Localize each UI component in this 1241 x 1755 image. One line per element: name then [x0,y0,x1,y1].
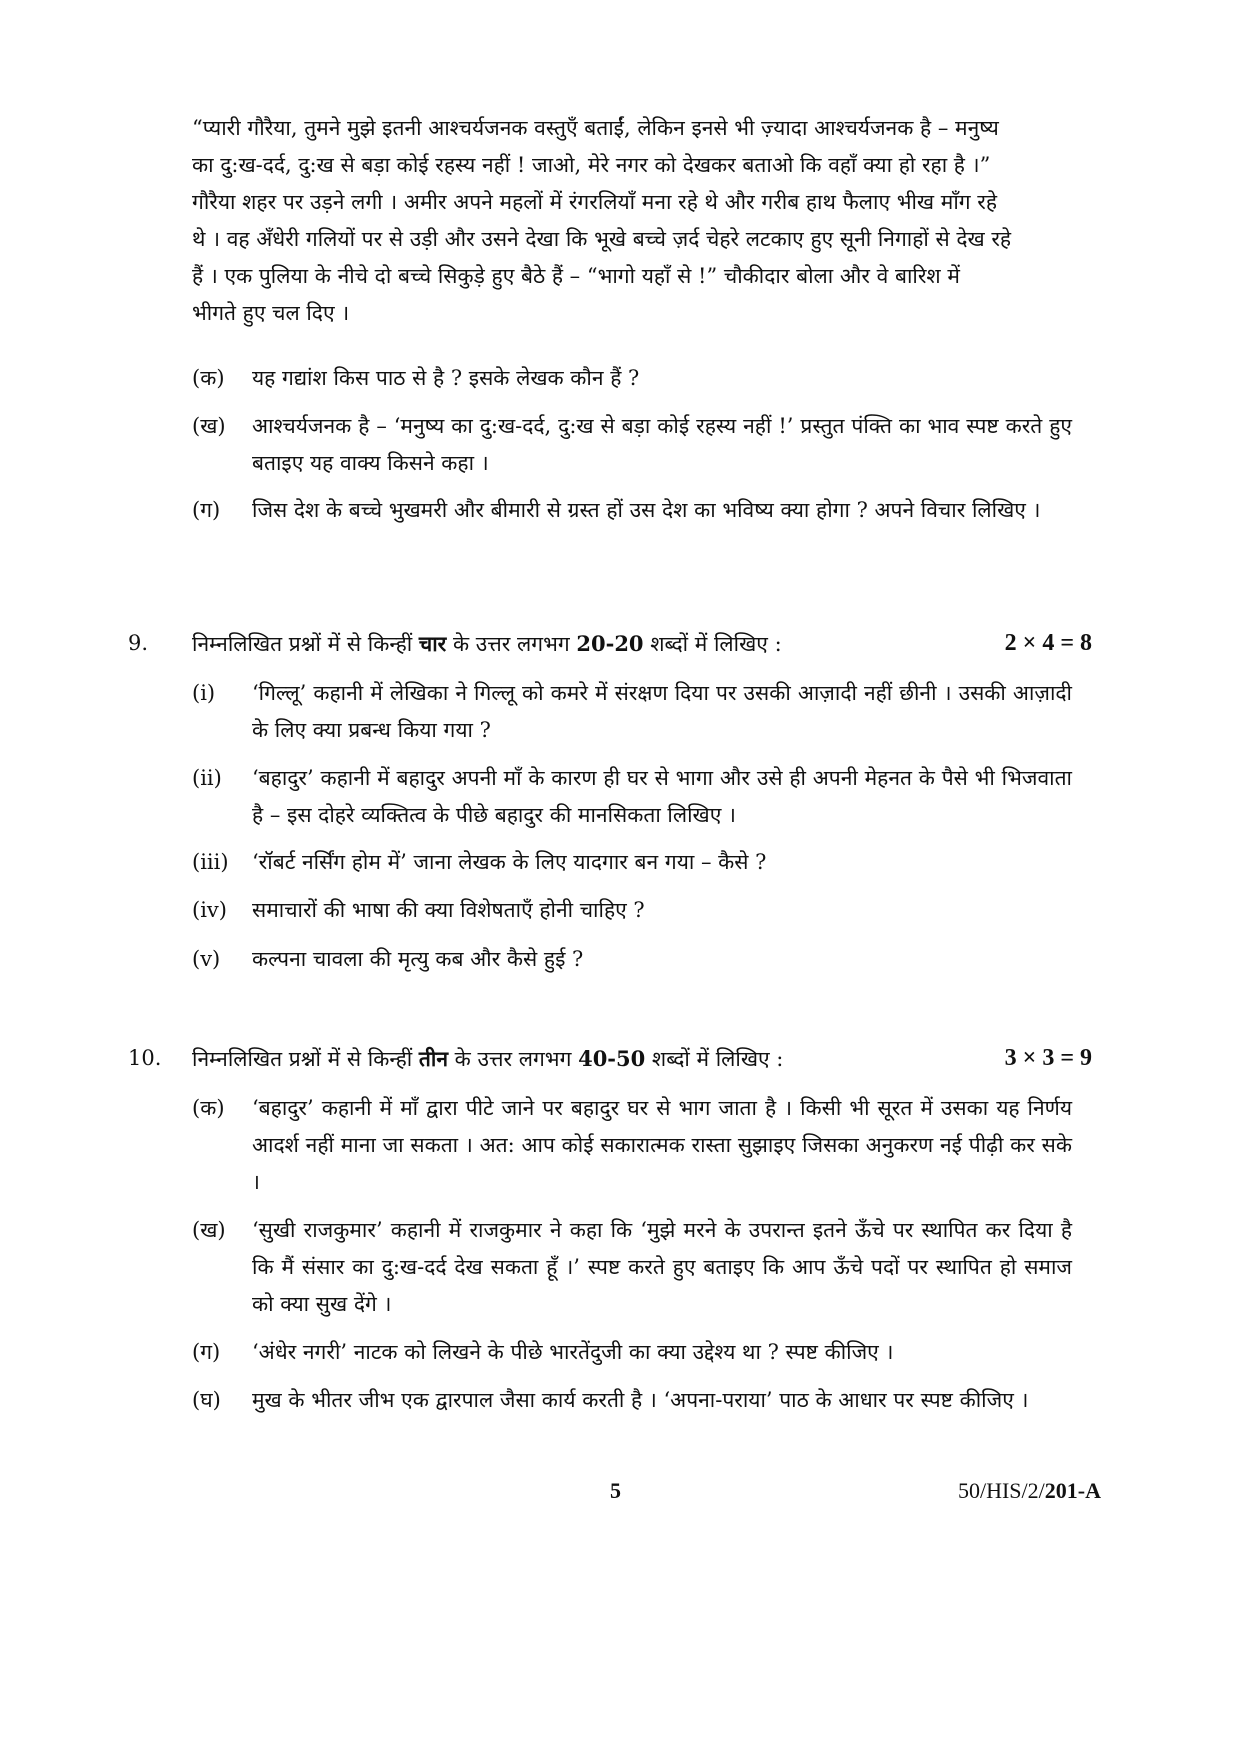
instruction-bold: 20-20 [576,631,644,656]
passage-line: “प्यारी गौरैया, तुमने मुझे इतनी आश्चर्यजनक वस्तुएँ बताईं, लेकिन इनसे भी ज़्यादा आश्चर्यजनक है – मनुष्य [192,116,999,140]
q10-instruction [192,1040,1092,1078]
instruction-text: शब्दों में लिखिए : [643,632,782,656]
marks-allocation: 3 × 3 = 9 [1004,1045,1092,1071]
instruction-text: के उत्तर लगभग [447,1047,579,1071]
part-label: (i) [192,681,216,705]
q8-part-ga [192,492,1072,529]
part-text: ‘बहादुर’ कहानी में बहादुर अपनी माँ के कारण ही घर से भागा और उसे ही अपनी मेहनत के पैसे भी भिजवाता है – इस दोहरे व्यक्तित्व के पीछे बहादुर की मानसिकता लिखिए । [252,766,1072,827]
part-label: (घ) [192,1388,221,1412]
part-text: ‘अंधेर नगरी’ नाटक को लिखने के पीछे भारतेंदुजी का क्या उद्देश्य था ? स्पष्ट कीजिए । [252,1340,894,1364]
page-number: 5 [610,1478,621,1503]
passage-line: का दु:ख-दर्द, दु:ख से बड़ा कोई रहस्य नहीं ! जाओ, मेरे नगर को देखकर बताओ कि वहाँ क्या हो रहा है ।” [192,153,991,177]
instruction-bold: 40-50 [578,1046,646,1071]
part-label: (ii) [192,766,222,790]
part-text: ‘रॉबर्ट नर्सिंग होम में’ जाना लेखक के लिए यादगार बन गया – कैसे ? [252,850,767,874]
q9-instruction [192,625,1092,663]
instruction-text: शब्दों में लिखिए : [645,1047,784,1071]
part-label: (ग) [192,498,221,522]
passage-line: भीगते हुए चल दिए । [192,301,350,325]
q10-part-kha [192,1212,1072,1323]
part-text: यह गद्यांश किस पाठ से है ? इसके लेखक कौन हैं ? [252,366,640,390]
paper-code [958,1478,1101,1504]
part-text: कल्पना चावला की मृत्यु कब और कैसे हुई ? [252,947,584,971]
part-label: (v) [192,947,221,971]
part-text: ‘सुखी राजकुमार’ कहानी में राजकुमार ने कहा कि ‘मुझे मरने के उपरान्त इतने ऊँचे पर स्थापित कर दिया है कि मैं संसार का दु:ख-दर्द देख सकता हूँ ।’ स्पष्ट करते हुए बताइए कि आप ऊँचे पदों पर स्थापित हो समाज को क्या सुख देंगे । [252,1218,1072,1316]
q10-part-gha [192,1382,1072,1419]
marks-allocation: 2 × 4 = 8 [1004,630,1092,656]
part-text: समाचारों की भाषा की क्या विशेषताएँ होनी चाहिए ? [252,898,645,922]
part-label: (ग) [192,1340,221,1364]
part-text: जिस देश के बच्चे भुखमरी और बीमारी से ग्रस्त हों उस देश का भविष्य क्या होगा ? अपने विचार लिखिए । [252,498,1041,522]
part-text: आश्चर्यजनक है – ‘मनुष्य का दु:ख-दर्द, दु:ख से बड़ा कोई रहस्य नहीं !’ प्रस्तुत पंक्ति का भाव स्पष्ट करते हुए बताइए यह वाक्य किसने कहा । [252,414,1072,475]
part-text: ‘बहादुर’ कहानी में माँ द्वारा पीटे जाने पर बहादुर घर से भाग जाता है । किसी भी सूरत में उसका यह निर्णय आदर्श नहीं माना जा सकता । अत: आप कोई सकारात्मक रास्ता सुझाइए जिसका अनुकरण नई पीढ़ी कर सके । [252,1096,1072,1194]
instruction-text: निम्नलिखित प्रश्नों में से किन्हीं [192,632,419,656]
part-label: (iii) [192,850,229,874]
q9-part-ii [192,760,1072,834]
part-text: ‘गिल्लू’ कहानी में लेखिका ने गिल्लू को कमरे में संरक्षण दिया पर उसकी आज़ादी नहीं छीनी । उसकी आज़ादी के लिए क्या प्रबन्ध किया गया ? [252,681,1072,742]
q9-part-v [192,941,1072,978]
q8-part-ka [192,360,1072,397]
paper-code-bold: 201-A [1044,1478,1101,1503]
passage [192,110,1072,332]
q8-part-kha [192,408,1072,482]
part-label: (iv) [192,898,227,922]
q10-part-ka [192,1090,1072,1201]
question-number: 9. [128,631,149,655]
part-label: (ख) [192,414,226,438]
instruction-text: निम्नलिखित प्रश्नों में से किन्हीं [192,1047,419,1071]
question-number: 10. [128,1046,162,1070]
paper-code-prefix: 50/HIS/2/ [957,1478,1045,1503]
part-text: मुख के भीतर जीभ एक द्वारपाल जैसा कार्य करती है । ‘अपना-पराया’ पाठ के आधार पर स्पष्ट कीजिए । [252,1388,1029,1412]
instruction-bold: चार [418,631,447,656]
q9-part-iv [192,892,1072,929]
q9-part-i [192,675,1072,749]
part-label: (क) [192,1096,225,1120]
part-label: (ख) [192,1218,226,1242]
instruction-bold: तीन [418,1046,448,1071]
q9-part-iii [192,844,1072,881]
q10-part-ga [192,1334,1072,1371]
part-label: (क) [192,366,225,390]
passage-line: थे । वह अँधेरी गलियों पर से उड़ी और उसने देखा कि भूखे बच्चे ज़र्द चेहरे लटकाए हुए सूनी निगाहों से देख रहे [192,227,1012,251]
passage-line: गौरैया शहर पर उड़ने लगी । अमीर अपने महलों में रंगरलियाँ मना रहे थे और गरीब हाथ फैलाए भीख माँग रहे [192,190,998,214]
passage-line: हैं । एक पुलिया के नीचे दो बच्चे सिकुड़े हुए बैठे हैं – “भागो यहाँ से !” चौकीदार बोला और वे बारिश में [192,264,960,288]
instruction-text: के उत्तर लगभग [446,632,577,656]
